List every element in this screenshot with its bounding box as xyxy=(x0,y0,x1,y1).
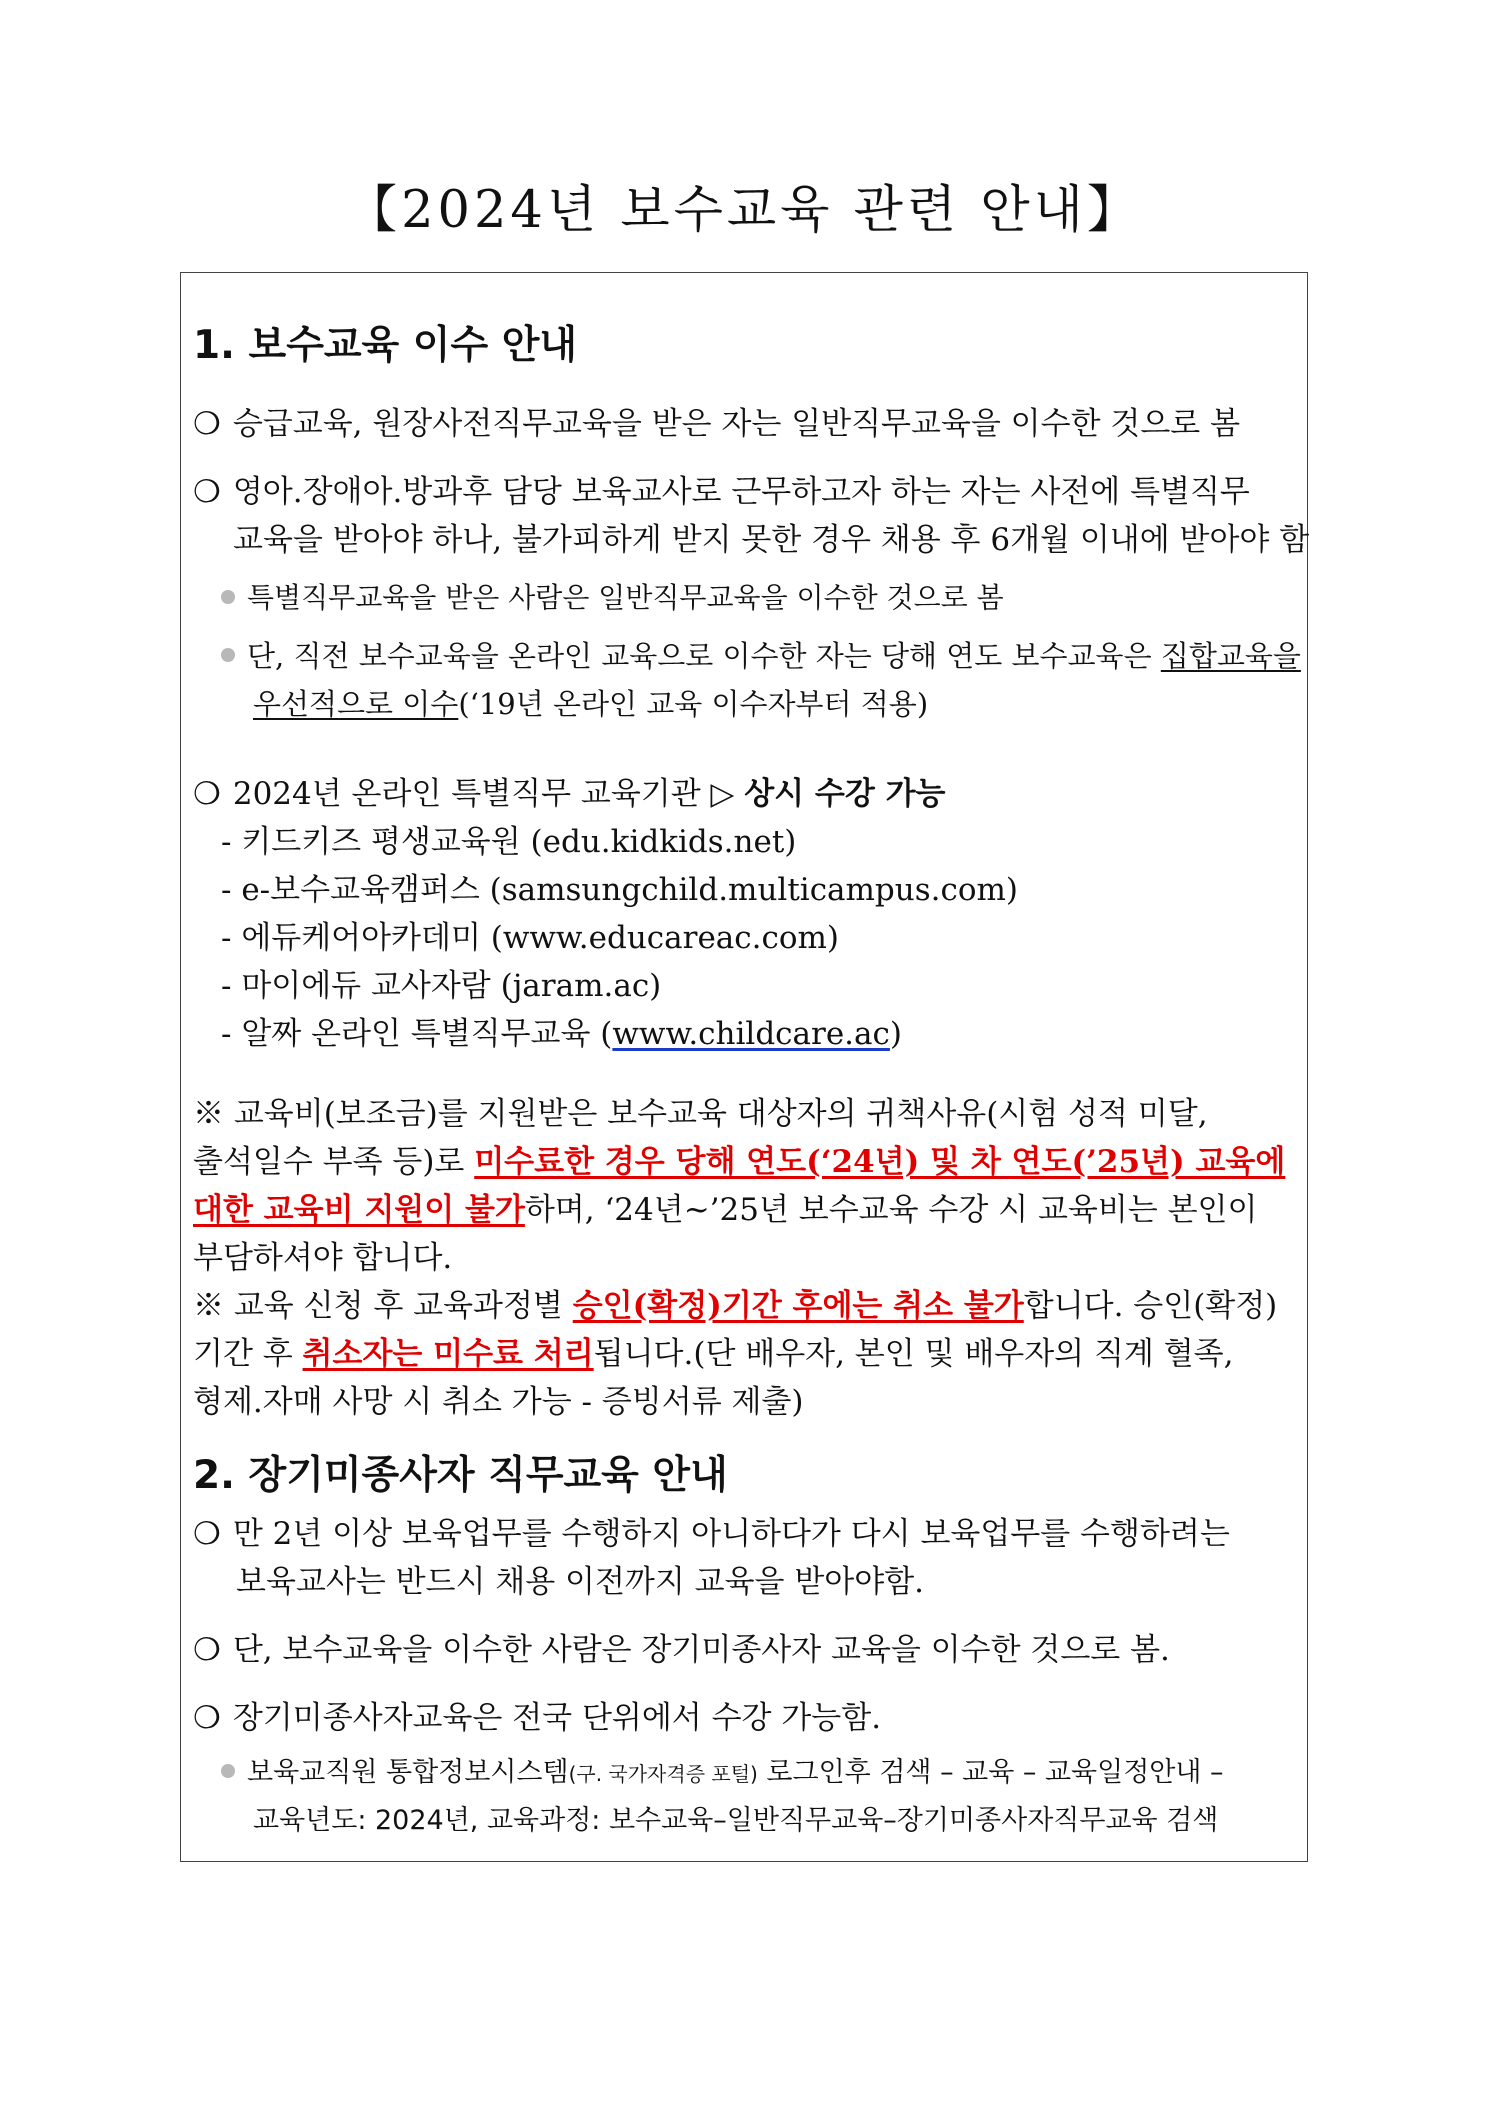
s2-bullet-1 xyxy=(193,1508,1230,1553)
section1-heading: 1. 보수교육 이수 안내 xyxy=(193,323,578,368)
institution-item xyxy=(221,1008,902,1053)
institution-item-text: - 알짜 온라인 특별직무교육 ( xyxy=(221,1016,613,1052)
s1-bullet-2-line2: 교육을 받아야 하나, 불가피하게 받지 못한 경우 채용 후 6개월 이내에 받아야 함 xyxy=(233,522,1310,558)
s2-sub-1-small: (구. 국가자격증 포털) xyxy=(568,1762,758,1786)
s1-bullet-3-text: 2024년 온라인 특별직무 교육기관 ▷ xyxy=(232,776,745,812)
s2-sub-1-text-2: 로그인후 검색 – 교육 – 교육일정안내 – xyxy=(757,1757,1224,1788)
note2-line2-text-2: 됩니다.(단 배우자, 본인 및 배우자의 직계 혈족, xyxy=(593,1336,1234,1372)
s1-sub-2-underlined-2: 우선적으로 이수 xyxy=(253,687,459,721)
s2-sub-1 xyxy=(221,1750,1224,1789)
note1-red-text: 미수료한 경우 당해 연도(‘24년) 및 차 연도(’25년) 교육에 xyxy=(474,1144,1286,1180)
s1-sub-1-text: 특별직무교육을 받은 사람은 일반직무교육을 이수한 것으로 봄 xyxy=(247,581,1004,614)
s1-sub-2-underlined: 집합교육을 xyxy=(1160,639,1301,673)
s2-bullet-3 xyxy=(193,1692,881,1737)
childcare-link[interactable]: www.childcare.ac xyxy=(612,1016,890,1052)
note2-red-text-2: 취소자는 미수료 처리 xyxy=(302,1336,594,1372)
note2-red-text: 승인(확정)기간 후에는 취소 불가 xyxy=(572,1288,1024,1324)
s1-bullet-3 xyxy=(193,768,945,813)
circle-bullet-icon: ❍ xyxy=(193,474,221,510)
s1-bullet-1-text: 승급교육, 원장사전직무교육을 받은 자는 일반직무교육을 이수한 것으로 봄 xyxy=(232,406,1241,442)
s1-bullet-2-line1: 영아.장애아.방과후 담당 보육교사로 근무하고자 하는 자는 사전에 특별직무 xyxy=(232,474,1250,510)
s2-bullet-3-text: 장기미종사자교육은 전국 단위에서 수강 가능함. xyxy=(232,1700,882,1736)
note2-line2-text: 기간 후 xyxy=(193,1336,303,1372)
institution-item: - 에듀케어아카데미 (www.educareac.com) xyxy=(221,920,840,956)
s1-sub-1 xyxy=(221,576,1004,616)
s2-bullet-2 xyxy=(193,1624,1170,1669)
note2-line1 xyxy=(193,1280,1277,1325)
circle-bullet-icon: ❍ xyxy=(193,1632,221,1668)
circle-bullet-icon: ❍ xyxy=(193,1516,221,1552)
circle-bullet-icon: ❍ xyxy=(193,776,221,812)
institution-item: - 마이에듀 교사자람 (jaram.ac) xyxy=(221,968,662,1004)
gray-dot-icon xyxy=(221,590,235,604)
s1-sub-2-line2-text: (‘19년 온라인 교육 이수자부터 적용) xyxy=(458,687,929,721)
institution-item: - e-보수교육캠퍼스 (samsungchild.multicampus.com) xyxy=(221,872,1019,908)
note1-line2-text: 출석일수 부족 등)로 xyxy=(193,1144,475,1180)
page-title: 【2024년 보수교육 관련 안내】 xyxy=(346,181,1142,240)
s2-sub-1-text: 보육교직원 통합정보시스템 xyxy=(247,1757,569,1788)
s1-sub-2 xyxy=(221,634,1301,675)
s1-sub-2-text: 단, 직전 보수교육을 온라인 교육으로 이수한 자는 당해 연도 보수교육은 xyxy=(247,639,1161,673)
s2-bullet-1-line1: 만 2년 이상 보육업무를 수행하지 아니하다가 다시 보육업무를 수행하려는 xyxy=(232,1516,1230,1552)
s1-sub-2-line2 xyxy=(253,682,928,723)
s2-bullet-1-line2: 보육교사는 반드시 채용 이전까지 교육을 받아야함. xyxy=(236,1564,924,1600)
note1-line2 xyxy=(193,1136,1285,1181)
s1-bullet-3-bold: 상시 수강 가능 xyxy=(744,776,946,812)
note1-line3-text: 하며, ‘24년~’25년 보수교육 수강 시 교육비는 본인이 xyxy=(524,1192,1258,1228)
section2-heading: 2. 장기미종사자 직무교육 안내 xyxy=(193,1453,728,1498)
circle-bullet-icon: ❍ xyxy=(193,406,221,442)
institution-item: - 키드키즈 평생교육원 (edu.kidkids.net) xyxy=(221,824,797,860)
note1-red-text-2: 대한 교육비 지원이 불가 xyxy=(193,1192,525,1228)
gray-dot-icon xyxy=(221,648,235,662)
note2-line2 xyxy=(193,1328,1233,1373)
s1-bullet-2 xyxy=(193,466,1250,511)
note2-line3: 형제.자매 사망 시 취소 가능 - 증빙서류 제출) xyxy=(193,1384,804,1420)
note1-line1: ※ 교육비(보조금)를 지원받은 보수교육 대상자의 귀책사유(시험 성적 미달, xyxy=(193,1096,1208,1132)
gray-dot-icon xyxy=(221,1764,235,1778)
note1-line3 xyxy=(193,1184,1257,1229)
s2-sub-1-line2: 교육년도: 2024년, 교육과정: 보수교육–일반직무교육–장기미종사자직무교육 검색 xyxy=(253,1805,1219,1836)
s2-bullet-2-text: 단, 보수교육을 이수한 사람은 장기미종사자 교육을 이수한 것으로 봄. xyxy=(232,1632,1170,1668)
s1-bullet-1 xyxy=(193,398,1240,443)
institution-item-close: ) xyxy=(889,1016,902,1052)
circle-bullet-icon: ❍ xyxy=(193,1700,221,1736)
note2-line1-text-2: 합니다. 승인(확정) xyxy=(1023,1288,1278,1324)
note1-line4: 부담하셔야 합니다. xyxy=(193,1240,453,1276)
note2-line1-text: ※ 교육 신청 후 교육과정별 xyxy=(193,1288,573,1324)
